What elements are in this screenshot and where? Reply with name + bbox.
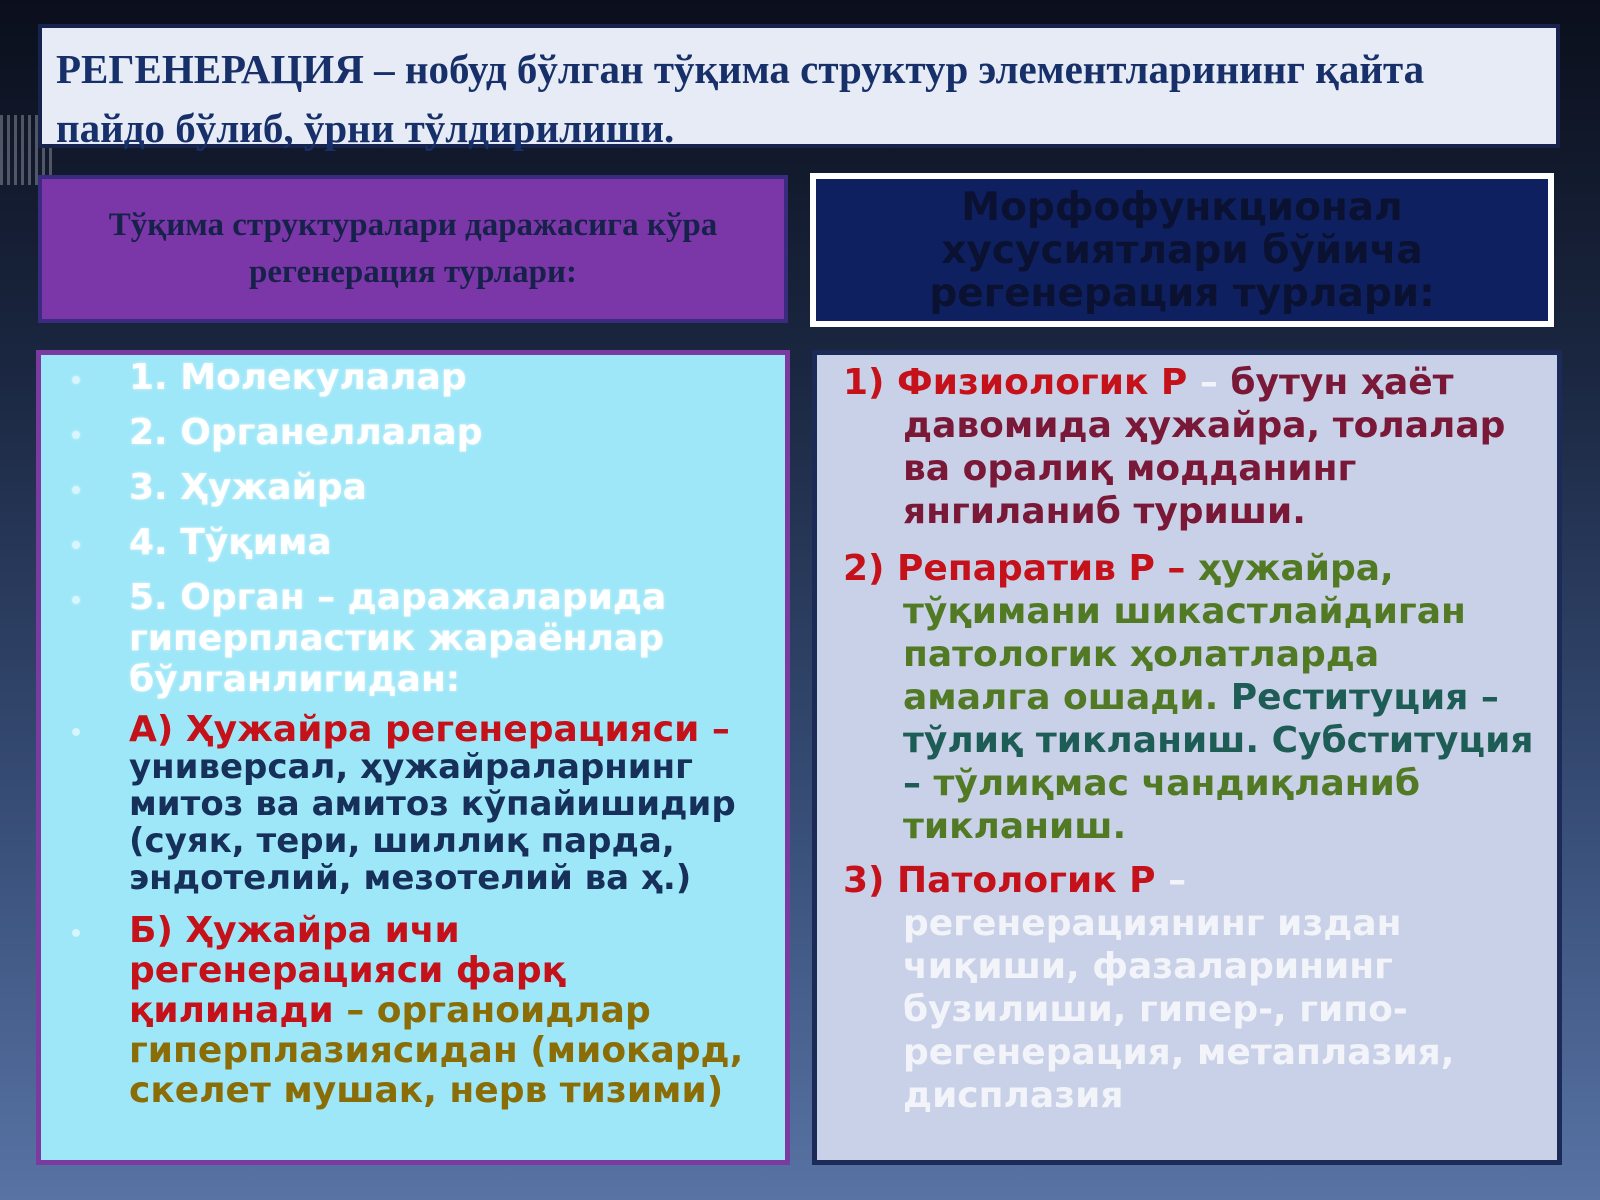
pathological-regeneration [843, 859, 1537, 1117]
cell-regeneration-text: универсал, ҳужайраларнинг митоз ва амитоз кўпайишидир (суяк, тери, шиллиқ парда, эндотелий, мезотелий ва ҳ.) [129, 747, 736, 898]
reparative-regeneration [843, 547, 1537, 848]
bullet-icon: • [69, 589, 84, 614]
reparative-dash: – [1154, 548, 1198, 589]
list-item [69, 577, 771, 700]
list-item-text: 5. Орган – даражаларида гиперпластик жараёнлар бўлганлигидан: [129, 577, 667, 700]
list-item-text: 1. Молекулалар [129, 357, 467, 398]
bullet-icon: • [69, 922, 84, 947]
restitution-text: Реституция – тўлиқ тикланиш. [903, 677, 1499, 761]
reparative-text: ҳужайра, тўқимани шикастлайдиган патологик ҳолатларда амалга ошади. [903, 548, 1466, 718]
title-term: РЕГЕНЕРАЦИЯ [56, 46, 364, 92]
right-panel [812, 350, 1562, 1165]
slide-title [38, 24, 1560, 151]
bullet-icon: • [69, 369, 84, 394]
bullet-icon: • [69, 721, 84, 746]
list-item-text: 3. Ҳужайра [129, 467, 367, 508]
pathological-text: – регенерациянинг издан чиқиши, фазаларининг бузилиши, гипер-, гипо- регенерация, метаплазия, дисплазия [903, 860, 1455, 1116]
left-panel [36, 350, 790, 1165]
list-item-cell-regeneration [69, 709, 771, 898]
intracellular-regeneration-title: Б) Ҳужайра ичи регенерацияси фарқ қилинади [129, 910, 567, 1031]
substitution-end-text: тўлиқмас чандиқланиб тикланиш. [903, 763, 1421, 847]
list-item [69, 357, 771, 398]
bullet-icon: • [69, 424, 84, 449]
bullet-icon: • [69, 534, 84, 559]
right-column-header [810, 173, 1554, 327]
physiological-regeneration [843, 361, 1537, 533]
title-definition: – нобуд бўлган тўқима структур элементларининг қайта пайдо бўлиб, ўрни тўлдирилиши. [56, 46, 1425, 151]
intracellular-regeneration-text: – органоидлар гиперплазиясидан (миокард, скелет мушак, нерв тизими) [129, 990, 744, 1111]
list-item [69, 522, 771, 563]
physiological-text: бутун ҳаёт давомида ҳужайра, толалар ва оралиқ модданинг янгиланиб туриши. [903, 362, 1506, 532]
pathological-title: 3) Патологик Р [843, 860, 1156, 901]
list-item-text: 4. Тўқима [129, 522, 332, 563]
left-header-text: Тўқима структуралари даражасига кўра регенерация турлари: [108, 207, 718, 290]
physiological-title: 1) Физиологик Р [843, 362, 1188, 403]
cell-regeneration-title: А) Ҳужайра регенерацияси – [129, 709, 730, 750]
left-column-header [38, 175, 788, 323]
reparative-title: 2) Репаратив Р [843, 548, 1155, 589]
list-item [69, 467, 771, 508]
physiological-dash: – [1187, 362, 1231, 403]
bullet-icon: • [69, 479, 84, 504]
list-item-text: 2. Органеллалар [129, 412, 483, 453]
substitution-text: Субституция – [903, 720, 1534, 804]
list-item [69, 412, 771, 453]
right-header-text: Морфофункционал хусусиятлари бўйича регенерация турлари: [929, 184, 1435, 316]
list-item-intracellular-regeneration [69, 910, 771, 1111]
